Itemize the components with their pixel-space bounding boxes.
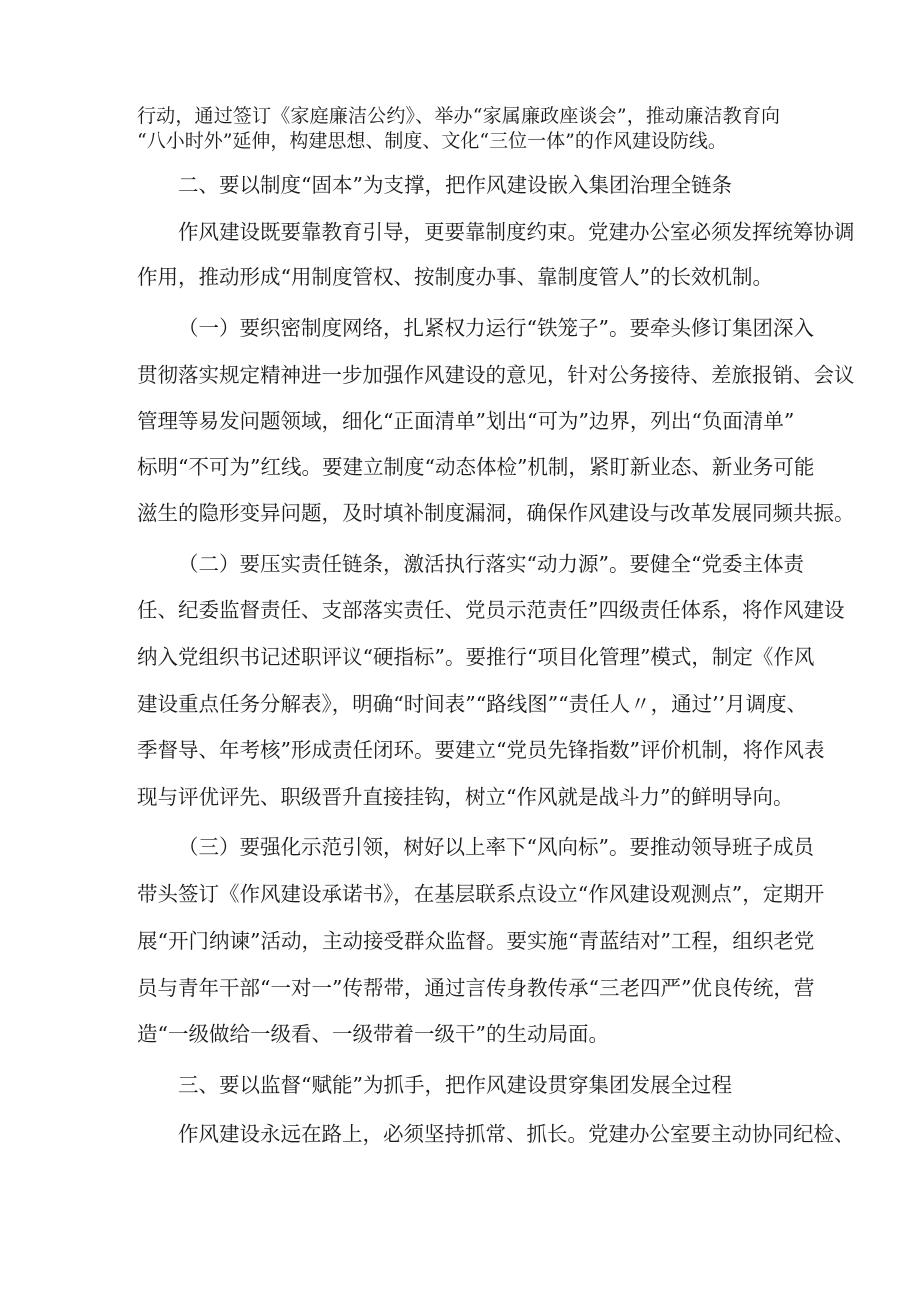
paragraph-3-line-3: 展“开门纳谏”活动，主动接受群众监督。要实施“青蓝结对”工程，组织老党 (137, 929, 815, 953)
text-line-1: 行动，通过签订《家庭廉洁公约》、举办“家属廉政座谈会”，推动廉洁教育向 (137, 105, 780, 127)
paragraph-3-line-5: 造“一级做给一级看、一级带着一级干”的生动局面。 (137, 1022, 609, 1046)
paragraph-1-line-2: 贯彻落实规定精神进一步加强作风建设的意见，针对公务接待、差旅报销、会议 (137, 363, 855, 387)
paragraph-2-line-2: 任、纪委监督责任、支部落实责任、党员示范责任”四级责任体系，将作风建设 (137, 598, 845, 622)
section-heading-3: 三、要以监督“赋能”为抓手，把作风建设贯穿集团发展全过程 (178, 1073, 732, 1097)
paragraph-3-line-4: 员与青年干部“一对一”传帮带，通过言传身教传承“三老四严”优良传统，营 (137, 976, 815, 1000)
paragraph-1-line-5: 滋生的隐形变异问题，及时填补制度漏洞，确保作风建设与改革发展同频共振。 (137, 501, 855, 525)
text-line-5: 作用，推动形成“用制度管权、按制度办事、靠制度管人”的长效机制。 (137, 265, 773, 289)
paragraph-3-line-1: （三）要强化示范引领，树好以上率下“风向标”。要推动领导班子成员 (178, 835, 814, 859)
paragraph-1-line-4: 标明“不可为”红线。要建立制度“动态体检”机制，紧盯新业态、新业务可能 (137, 455, 815, 479)
text-line-2: “八小时外”延伸，构建思想、制度、文化“三位一体”的作风建设防线。 (137, 130, 727, 152)
paragraph-3-line-2: 带头签订《作风建设承诺书》，在基层联系点设立“作风建设观测点”，定期开 (137, 882, 825, 906)
paragraph-2-line-4: 建设重点任务分解表》，明确“时间表”“路线图”“责任人〃，通过’’月调度、 (137, 692, 808, 716)
paragraph-1-line-3: 管理等易发问题领域，细化“正面清单”划出“可为”边界，列出“负面清单” (137, 409, 795, 433)
text-line-last: 作风建设永远在路上，必须坚持抓常、抓长。党建办公室要主动协同纪检、 (178, 1122, 855, 1146)
paragraph-2-line-3: 纳入党组织书记述职评议“硬指标”。要推行“项目化管理”模式，制定《作风 (137, 645, 815, 669)
paragraph-2-line-5: 季督导、年考核”形成责任闭环。要建立“党员先锋指数”评价机制，将作风表 (137, 738, 825, 762)
paragraph-1-line-1: （一）要织密制度网络，扎紧权力运行“铁笼子”。要牵头修订集团深入 (178, 316, 814, 340)
paragraph-2-line-6: 现与评优评先、职级晋升直接挂钩，树立“作风就是战斗力”的鲜明导向。 (137, 785, 794, 809)
text-line-4: 作风建设既要靠教育引导，更要靠制度约束。党建办公室必须发挥统筹协调 (178, 220, 855, 244)
section-heading-2: 二、要以制度“固本”为支撑，把作风建设嵌入集团治理全链条 (178, 173, 732, 197)
paragraph-2-line-1: （二）要压实责任链条，激活执行落实“动力源”。要健全“党委主体责 (178, 552, 804, 576)
